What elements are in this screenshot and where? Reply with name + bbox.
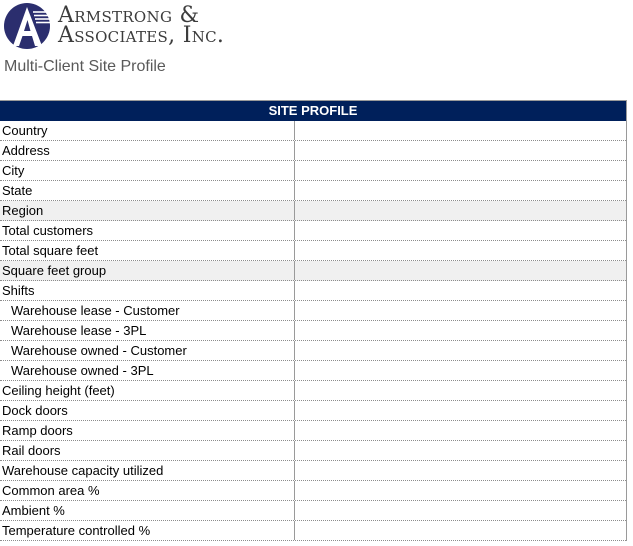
company-logo: [3, 2, 53, 50]
table-row: [0, 441, 626, 461]
row-label: Warehouse owned - Customer: [0, 341, 295, 360]
row-label: Shifts: [0, 281, 295, 300]
table-row: [0, 161, 626, 181]
row-value-cell[interactable]: [295, 481, 626, 500]
company-name-line1: Armstrong &: [58, 3, 200, 28]
row-value-cell[interactable]: [295, 321, 626, 340]
row-label: Warehouse capacity utilized: [0, 461, 295, 480]
table-row: [0, 421, 626, 441]
table-row: [0, 201, 626, 221]
table-row: [0, 341, 626, 361]
row-label: Common area %: [0, 481, 295, 500]
row-label: Ambient %: [0, 501, 295, 520]
company-name-line2: Associates, Inc.: [58, 23, 225, 48]
row-value-cell[interactable]: [295, 121, 626, 140]
table-row: [0, 141, 626, 161]
row-label: State: [0, 181, 295, 200]
row-value-cell[interactable]: [295, 381, 626, 400]
logo-a-icon: [3, 2, 53, 50]
row-value-cell[interactable]: [295, 181, 626, 200]
table-row: [0, 181, 626, 201]
table-title: SITE PROFILE: [0, 101, 626, 121]
table-row: [0, 481, 626, 501]
row-label: Square feet group: [0, 261, 295, 280]
table-row: [0, 521, 626, 541]
table-row: [0, 281, 626, 301]
row-label: Warehouse lease - Customer: [0, 301, 295, 320]
row-label: City: [0, 161, 295, 180]
row-value-cell[interactable]: [295, 361, 626, 380]
table-row: [0, 241, 626, 261]
row-value-cell[interactable]: [295, 501, 626, 520]
table-row: [0, 401, 626, 421]
row-value-cell[interactable]: [295, 301, 626, 320]
table-row: [0, 361, 626, 381]
row-value-cell[interactable]: [295, 401, 626, 420]
row-label: Total customers: [0, 221, 295, 240]
row-value-cell[interactable]: [295, 241, 626, 260]
row-label: Ramp doors: [0, 421, 295, 440]
row-value-cell[interactable]: [295, 521, 626, 540]
table-row: [0, 121, 626, 141]
row-value-cell[interactable]: [295, 421, 626, 440]
table-body: [0, 121, 626, 541]
row-label: Temperature controlled %: [0, 521, 295, 540]
table-row: [0, 501, 626, 521]
row-value-cell[interactable]: [295, 161, 626, 180]
site-profile-table: [0, 100, 627, 541]
row-label: Warehouse lease - 3PL: [0, 321, 295, 340]
row-label: Dock doors: [0, 401, 295, 420]
row-value-cell[interactable]: [295, 441, 626, 460]
table-row: [0, 221, 626, 241]
company-name: [58, 3, 225, 48]
row-value-cell[interactable]: [295, 461, 626, 480]
table-row: [0, 461, 626, 481]
row-label: Country: [0, 121, 295, 140]
row-label: Address: [0, 141, 295, 160]
page-subtitle: Multi-Client Site Profile: [4, 58, 166, 75]
table-row: [0, 381, 626, 401]
row-label: Rail doors: [0, 441, 295, 460]
row-value-cell[interactable]: [295, 141, 626, 160]
row-label: Warehouse owned - 3PL: [0, 361, 295, 380]
row-value-cell[interactable]: [295, 341, 626, 360]
row-label: Ceiling height (feet): [0, 381, 295, 400]
table-row: [0, 321, 626, 341]
row-value-cell[interactable]: [295, 221, 626, 240]
row-value-cell[interactable]: [295, 201, 626, 220]
table-row: [0, 261, 626, 281]
table-row: [0, 301, 626, 321]
row-value-cell[interactable]: [295, 261, 626, 280]
row-label: Total square feet: [0, 241, 295, 260]
row-value-cell[interactable]: [295, 281, 626, 300]
row-label: Region: [0, 201, 295, 220]
